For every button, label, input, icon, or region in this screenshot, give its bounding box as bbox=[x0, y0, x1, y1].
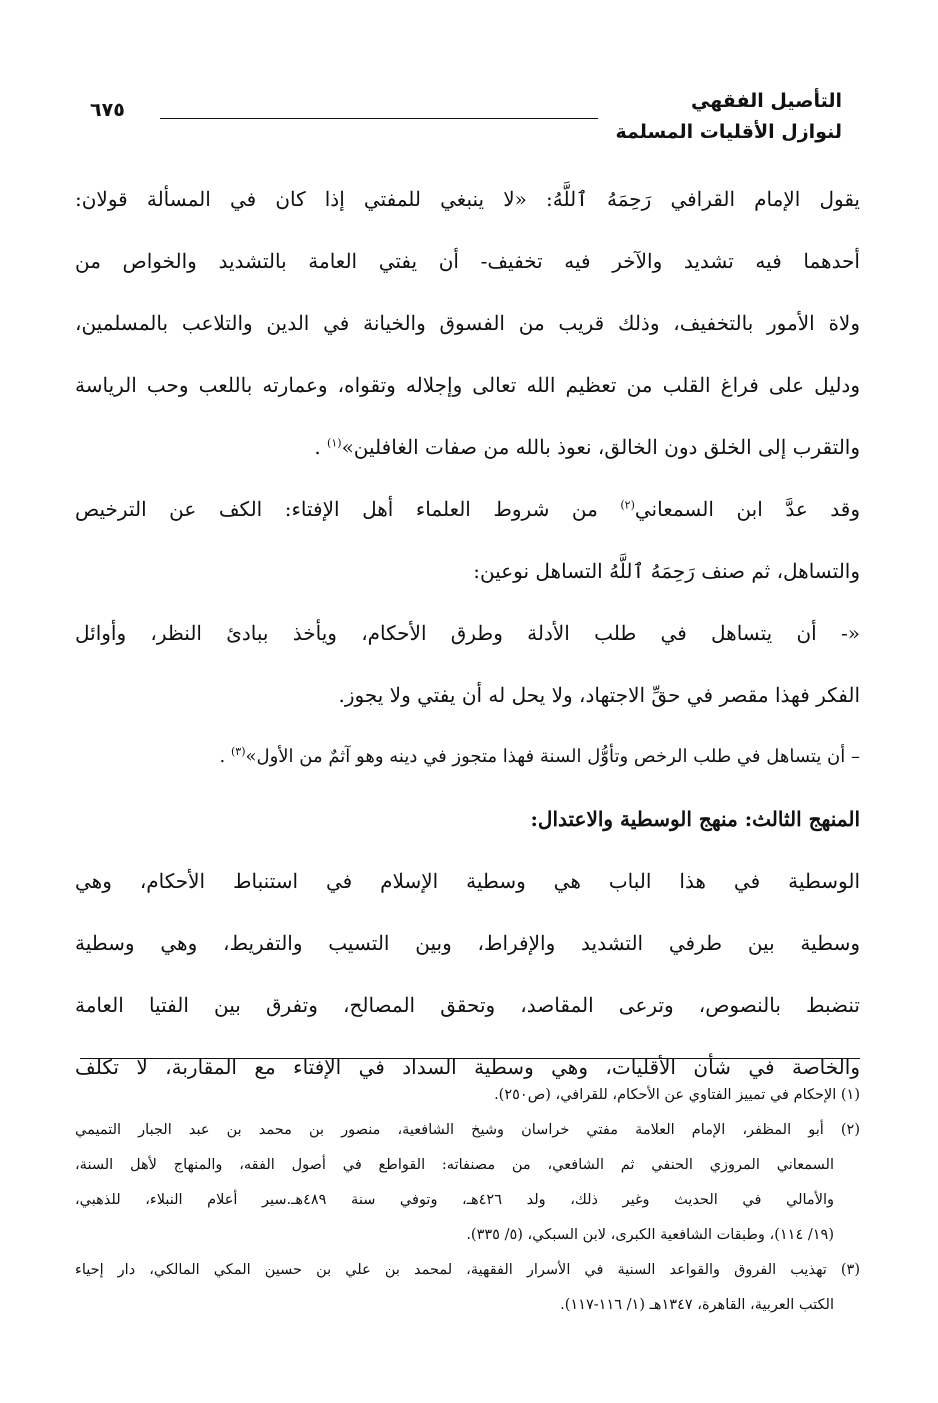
text-line: تنضبط بالنصوص، وترعى المقاصد، وتحقق المصالح، وتفرق بين الفتيا العامة bbox=[75, 993, 860, 1017]
footnote-2-line: والأمالي في الحديث وغير ذلك، ولد ٤٢٦هـ، وتوفي سنة ٤٨٩هـ.سير أعلام النبلاء، للذهبي، bbox=[75, 1192, 835, 1208]
text-line: والخاصة في شأن الأقليات، وهي وسطية السداد في الإفتاء مع المقاربة، لا تكلف bbox=[75, 1055, 860, 1079]
footnote-2-line: (٢) أبو المظفر، الإمام العلامة مفتي خراسان وشيخ الشافعية، منصور بن محمد بن عبد الجبار التميمي bbox=[75, 1122, 860, 1138]
footnotes bbox=[75, 1078, 860, 1323]
header-rule bbox=[160, 118, 598, 119]
footnote-ref-2: (٢) bbox=[620, 498, 635, 512]
running-title-line-2: لنوازل الأقليات المسلمة bbox=[615, 121, 842, 143]
running-title bbox=[582, 86, 842, 148]
period: . bbox=[219, 746, 226, 767]
text-segment: – أن يتساهل في طلب الرخص وتأوُّل السنة فهذا متجوز في دينه وهو آثمٌ من الأول» bbox=[245, 746, 860, 767]
main-text bbox=[75, 168, 860, 1098]
page-number: ٦٧٥ bbox=[90, 99, 125, 121]
footnote-2-line: السمعاني المروزي الحنفي ثم الشافعي، من مصنفاته: القواطع في أصول الفقه، والمنهاج لأهل السنة، bbox=[75, 1157, 834, 1173]
text-line: يقول الإمام القرافي رَحِمَهُ ٱللَّهُ: «لا ينبغي للمفتي إذا كان في المسألة قولان: bbox=[75, 187, 860, 211]
text-segment: والتقرب إلى الخلق دون الخالق، نعوذ بالله من صفات الغافلين» bbox=[341, 435, 860, 459]
footnote-1: (١) الإحكام في تمييز الفتاوي عن الأحكام، للقرافي، (ص٢٥٠). bbox=[494, 1087, 860, 1103]
footnote-3-line: الكتب العربية، القاهرة، ١٣٤٧هـ (١/ ١١٦-١١٧). bbox=[560, 1297, 834, 1313]
text-line: «- أن يتساهل في طلب الأدلة وطرق الأحكام، ويأخذ ببادئ النظر، وأوائل bbox=[75, 621, 860, 645]
text-segment: وقد عدَّ ابن السمعاني bbox=[634, 497, 860, 521]
text-line: أحدهما فيه تشديد والآخر فيه تخفيف- أن يفتي العامة بالتشديد والخواص من bbox=[75, 249, 860, 273]
footnote-rule bbox=[80, 1058, 860, 1059]
text-line bbox=[75, 726, 860, 788]
text-line: الوسطية في هذا الباب هي وسطية الإسلام في استنباط الأحكام، وهي bbox=[75, 869, 860, 893]
running-title-line-1: التأصيل الفقهي bbox=[691, 90, 842, 112]
footnote-ref-1: (١) bbox=[327, 436, 342, 450]
text-line: ودليل على فراغ القلب من تعظيم الله تعالى وإجلاله وتقواه، وعمارته باللعب وحب الرياسة bbox=[75, 373, 860, 397]
period: . bbox=[314, 435, 321, 459]
footnote-2-line: (١٩/ ١١٤)، وطبقات الشافعية الكبرى، لابن السبكي، (٥/ ٣٣٥). bbox=[466, 1227, 834, 1243]
section-heading: المنهج الثالث: منهج الوسطية والاعتدال: bbox=[530, 807, 860, 831]
text-line: والتساهل، ثم صنف رَحِمَهُ ٱللَّهُ التساهل نوعين: bbox=[473, 559, 860, 583]
text-line bbox=[75, 478, 860, 540]
text-line: وسطية بين طرفي التشديد والإفراط، وبين التسيب والتفريط، وهي وسطية bbox=[75, 931, 860, 955]
text-line: الفكر فهذا مقصر في حقِّ الاجتهاد، ولا يحل له أن يفتي ولا يجوز. bbox=[338, 683, 860, 707]
footnote-ref-3: (٣) bbox=[230, 745, 246, 758]
footnote-3-line: (٣) تهذيب الفروق والقواعد السنية في الأسرار الفقهية، لمحمد بن علي بن حسين المكي المالكي، دار إحياء bbox=[75, 1262, 860, 1278]
text-line bbox=[75, 416, 860, 478]
text-line: ولاة الأمور بالتخفيف، وذلك قريب من الفسوق والخيانة في الدين والتلاعب بالمسلمين، bbox=[75, 311, 860, 335]
text-segment: من شروط العلماء أهل الإفتاء: الكف عن الترخيص bbox=[75, 497, 598, 521]
